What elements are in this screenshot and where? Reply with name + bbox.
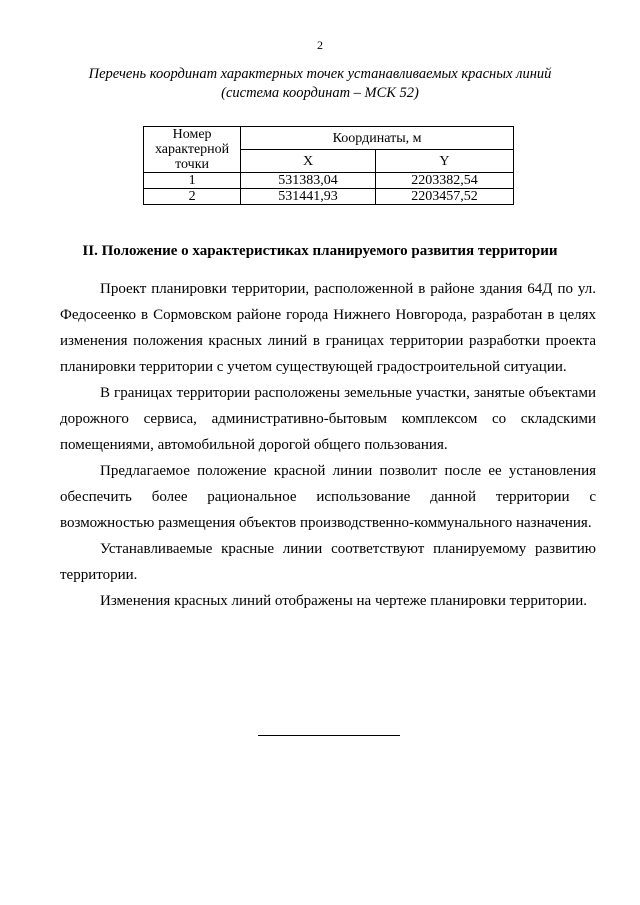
header-point-number: Номер характерной точки [144, 127, 241, 173]
header-coordinates: Координаты, м [241, 127, 514, 150]
cell-y: 2203382,54 [375, 173, 513, 189]
cell-x: 531383,04 [241, 173, 376, 189]
cell-point-number: 2 [144, 189, 241, 205]
paragraph: Проект планировки территории, расположенной в районе здания 64Д по ул. Федосеенко в Сормовском районе города Нижнего Новгорода, разработан в целях изменения положения красных линий в границах территории разработки проекта планировки территории с учетом существующей градостроительной ситуации. [60, 281, 596, 375]
paragraph: В границах территории расположены земельные участки, занятые объектами дорожного сервиса, административно-бытовым комплексом со складскими помещениями, автомобильной дорогой общего пользования. [60, 385, 596, 453]
cell-y: 2203457,52 [375, 189, 513, 205]
table-row [144, 173, 514, 189]
table-row [144, 189, 514, 205]
footer-divider [258, 735, 400, 736]
table-caption [40, 65, 600, 103]
header-x: X [241, 150, 376, 173]
paragraph: Предлагаемое положение красной линии позволит после ее установления обеспечить более рациональное использование данной территории с возможностью размещения объектов производственно-коммунального назначения. [60, 463, 596, 531]
cell-point-number: 1 [144, 173, 241, 189]
page-number: 2 [317, 38, 323, 52]
caption-line-2: (система координат – МСК 52) [221, 85, 419, 101]
header-y: Y [375, 150, 513, 173]
body-text [60, 276, 596, 614]
section-heading: II. Положение о характеристиках планируемого развития территории [82, 243, 558, 259]
coordinates-table [143, 126, 514, 205]
caption-line-1: Перечень координат характерных точек устанавливаемых красных линий [88, 66, 552, 82]
paragraph: Изменения красных линий отображены на чертеже планировки территории. [100, 593, 588, 609]
table-header-row [144, 127, 514, 150]
paragraph: Устанавливаемые красные линии соответствуют планируемому развитию территории. [60, 541, 596, 583]
cell-x: 531441,93 [241, 189, 376, 205]
